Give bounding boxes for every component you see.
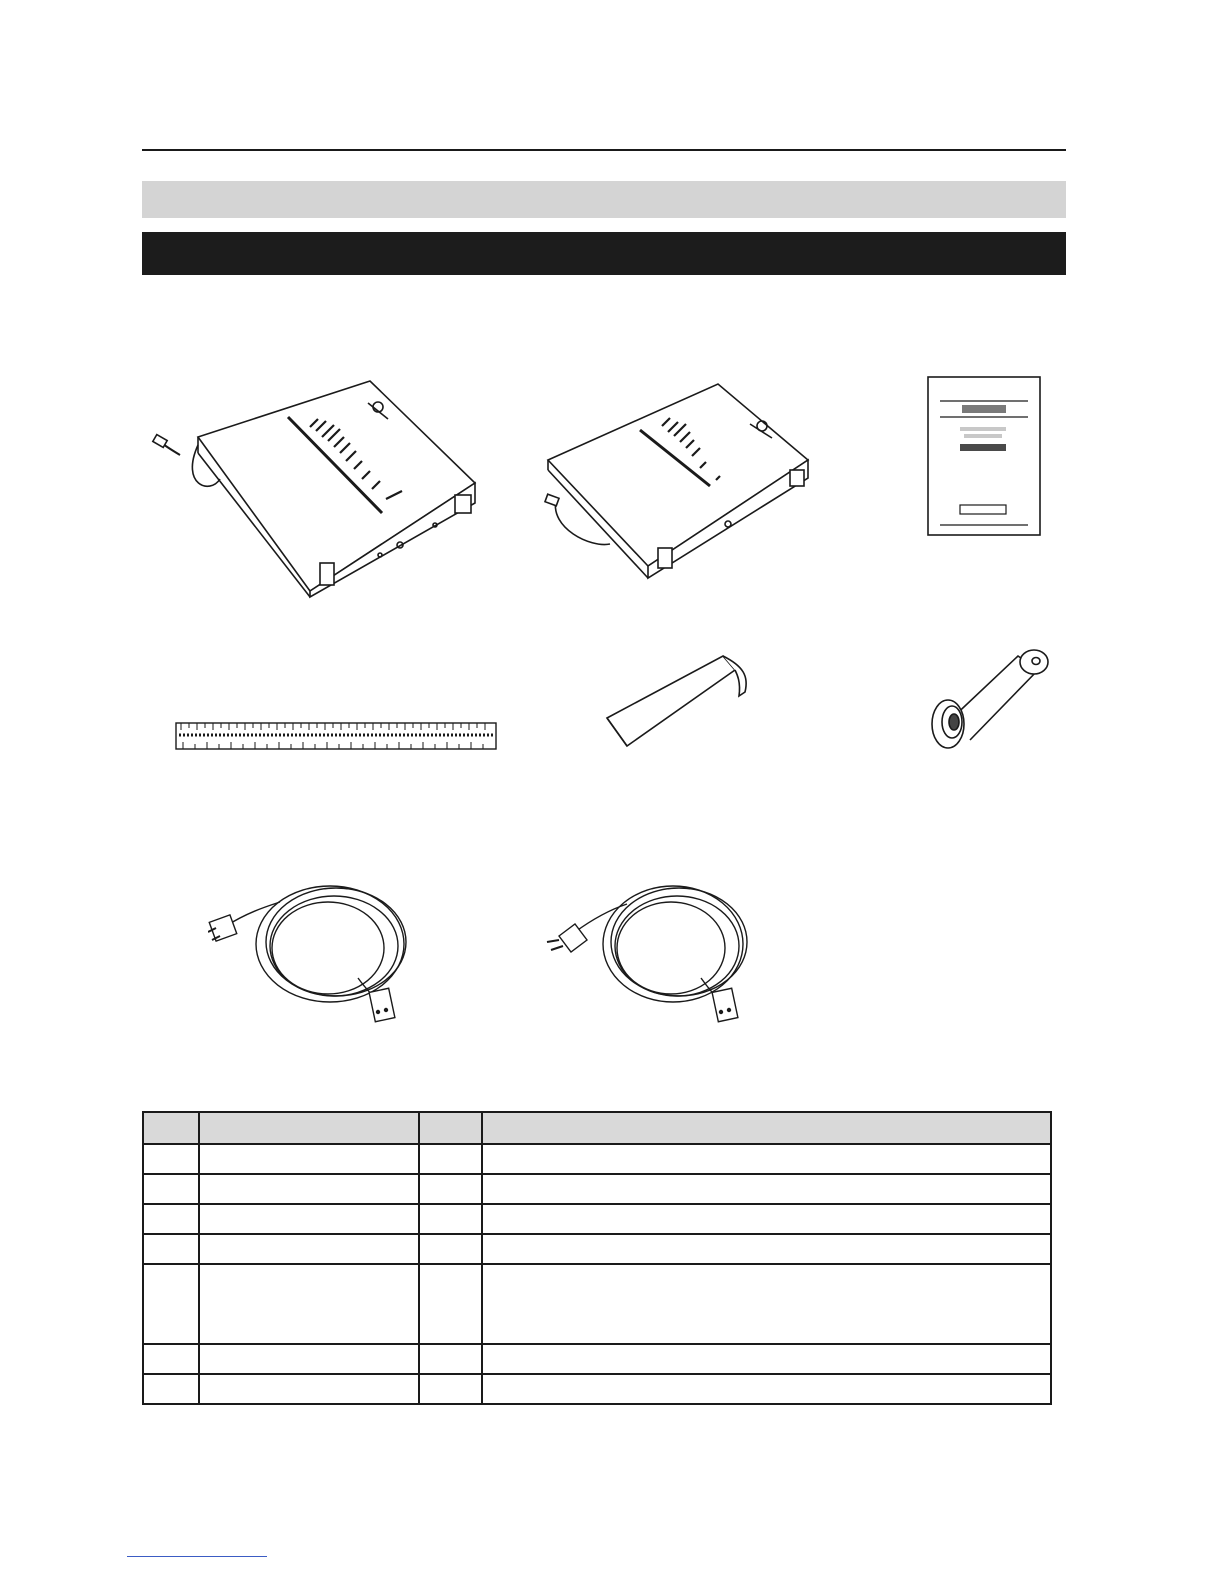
- table-cell: [482, 1174, 1051, 1204]
- header-cell-no: [143, 1112, 199, 1144]
- manual-booklet-icon: [926, 375, 1042, 537]
- table-cell: [199, 1374, 419, 1404]
- table-row: [143, 1264, 1051, 1344]
- table-cell: [482, 1344, 1051, 1374]
- header-cell-qty: [419, 1112, 482, 1144]
- power-cord-us-plug-icon: [208, 882, 408, 1027]
- table-cell: [143, 1344, 199, 1374]
- table-cell: [143, 1234, 199, 1264]
- table-row: [143, 1374, 1051, 1404]
- table-cell: [199, 1144, 419, 1174]
- table-cell: [419, 1144, 482, 1174]
- section-header-band: [142, 181, 1066, 218]
- table-cell: [199, 1174, 419, 1204]
- table-cell: [199, 1344, 419, 1374]
- table-cell: [143, 1374, 199, 1404]
- header-cell-description: [482, 1112, 1051, 1144]
- table-cell: [419, 1234, 482, 1264]
- scale-ruler-icon: [175, 722, 497, 750]
- table-cell: [419, 1204, 482, 1234]
- table-cell: [419, 1264, 482, 1344]
- table-cell: [199, 1234, 419, 1264]
- table-cell: [143, 1174, 199, 1204]
- header-cell-name: [199, 1112, 419, 1144]
- table-row: [143, 1144, 1051, 1174]
- table-row: [143, 1344, 1051, 1374]
- document-feeder-tray-alt-icon: [540, 378, 815, 583]
- table-cell: [143, 1264, 199, 1344]
- footer-link-underline[interactable]: [127, 1556, 267, 1557]
- top-rule: [142, 149, 1066, 151]
- table-row: [143, 1174, 1051, 1204]
- power-cord-eu-plug-icon: [545, 882, 750, 1027]
- table-cell: [419, 1344, 482, 1374]
- crank-handle-icon: [926, 644, 1054, 752]
- bent-bracket-icon: [605, 652, 757, 750]
- section-title-band: [142, 232, 1066, 275]
- table-cell: [143, 1144, 199, 1174]
- parts-table: [142, 1111, 1052, 1405]
- table-cell: [482, 1144, 1051, 1174]
- table-cell: [143, 1204, 199, 1234]
- table-cell: [482, 1374, 1051, 1404]
- document-feeder-tray-icon: [150, 375, 490, 605]
- table-row: [143, 1234, 1051, 1264]
- table-cell: [199, 1264, 419, 1344]
- table-cell: [482, 1234, 1051, 1264]
- table-cell: [482, 1264, 1051, 1344]
- table-cell: [482, 1204, 1051, 1234]
- table-cell: [419, 1174, 482, 1204]
- table-row: [143, 1204, 1051, 1234]
- table-cell: [199, 1204, 419, 1234]
- table-cell: [419, 1374, 482, 1404]
- table-header-row: [143, 1112, 1051, 1144]
